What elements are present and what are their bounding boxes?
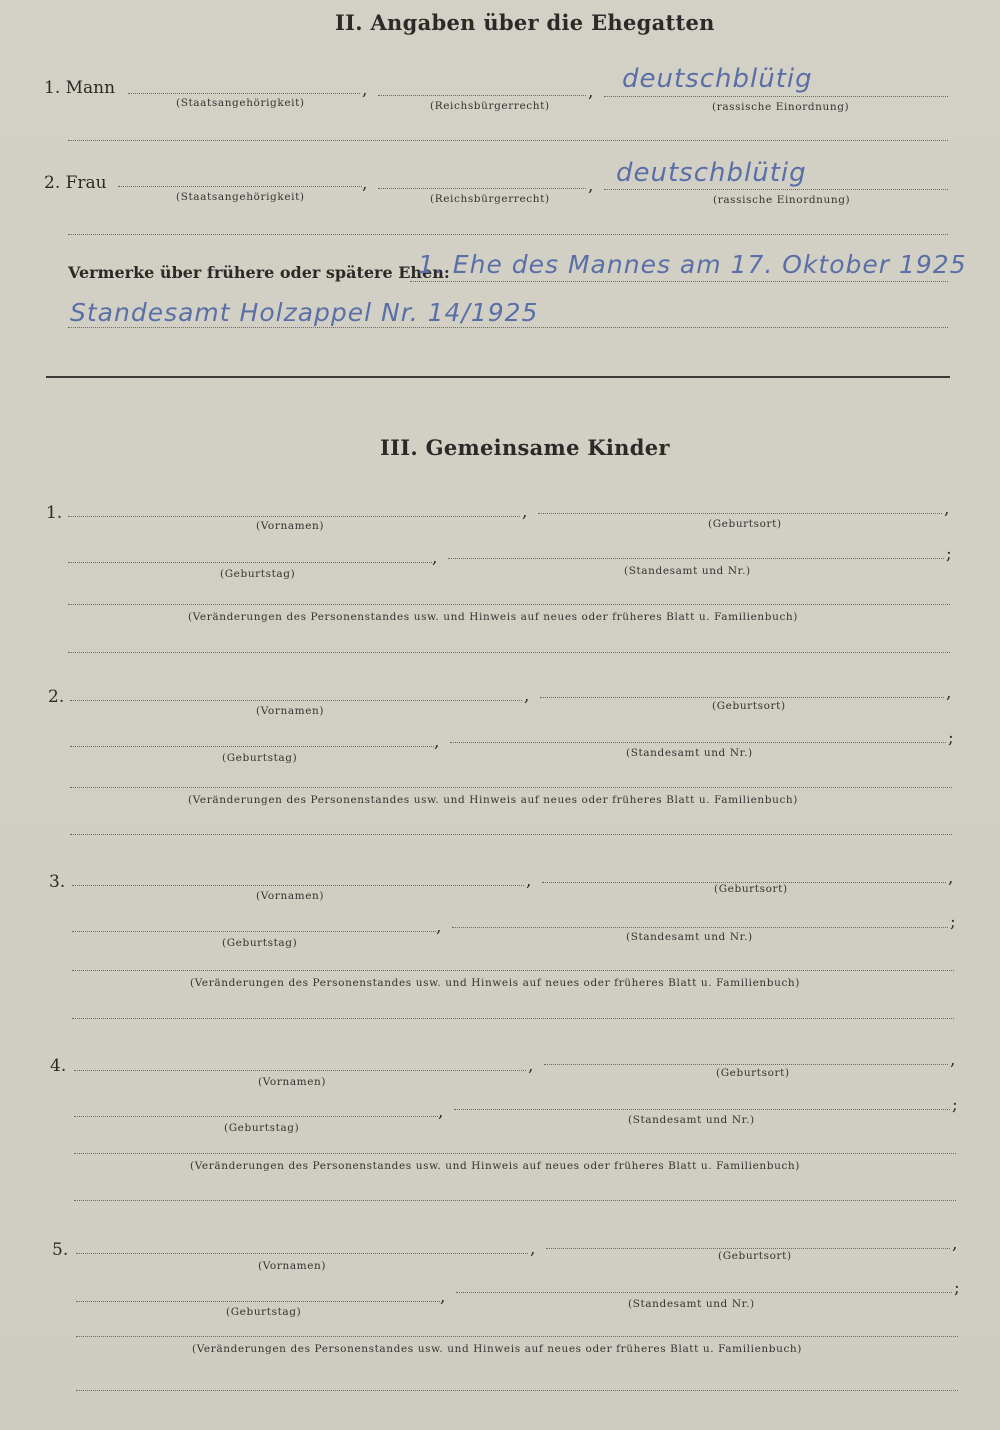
child-registry-field[interactable] [452,927,948,928]
husband-racial-field[interactable] [604,96,948,97]
section3-title: III. Gemeinsame Kinder [380,435,670,460]
child-changes-field-2[interactable] [76,1390,958,1391]
wife-label: 2. Frau [44,173,107,193]
child-birthplace-caption: (Geburtsort) [716,1067,790,1079]
child-birthplace-field[interactable] [544,1064,948,1065]
child-first-names-field[interactable] [76,1253,528,1254]
comma: , [434,732,440,752]
marriage-notes-line2: Standesamt Holzappel Nr. 14/1925 [70,298,539,327]
child-registry-field[interactable] [456,1292,952,1293]
comma: , [530,1239,536,1259]
marriage-notes-field-1[interactable] [410,281,948,282]
child-changes-field-2[interactable] [68,652,950,653]
child-birthday-caption: (Geburtstag) [222,752,298,764]
child-birthplace-caption: (Geburtsort) [718,1250,792,1262]
comma: , [946,683,952,703]
child-changes-field-2[interactable] [74,1200,956,1201]
child-first-names-field[interactable] [68,516,520,517]
comma: , [952,1234,958,1254]
child-number: 1. [46,503,63,523]
semicolon: ; [946,544,952,564]
child-first-names-field[interactable] [72,885,524,886]
husband-extra-line[interactable] [68,140,948,141]
child-birthday-field[interactable] [76,1301,440,1302]
section-divider [46,376,950,378]
semicolon: ; [952,1095,958,1115]
comma: , [528,1056,534,1076]
child-first-names-caption: (Vornamen) [256,705,325,717]
child-registry-field[interactable] [454,1109,950,1110]
child-registry-caption: (Standesamt und Nr.) [624,565,751,577]
child-birthplace-field[interactable] [546,1248,950,1249]
child-birthday-field[interactable] [68,562,432,563]
semicolon: ; [948,728,954,748]
child-changes-caption: (Veränderungen des Personenstandes usw. und Hinweis auf neues oder früheres Blatt u. Familienbuch) [188,794,798,806]
comma: , [588,82,594,102]
comma: , [362,174,368,194]
child-changes-caption: (Veränderungen des Personenstandes usw. und Hinweis auf neues oder früheres Blatt u. Familienbuch) [188,611,798,623]
child-changes-caption: (Veränderungen des Personenstandes usw. und Hinweis auf neues oder früheres Blatt u. Familienbuch) [190,1160,800,1172]
child-birthplace-caption: (Geburtsort) [712,700,786,712]
child-changes-caption: (Veränderungen des Personenstandes usw. und Hinweis auf neues oder früheres Blatt u. Familienbuch) [192,1343,802,1355]
wife-racial-field[interactable] [604,189,948,190]
comma: , [440,1287,446,1307]
comma: , [944,499,950,519]
child-first-names-caption: (Vornamen) [258,1076,327,1088]
wife-nationality-caption: (Staatsangehörigkeit) [176,191,305,203]
comma: , [438,1102,444,1122]
marriage-notes-label: Vermerke über frühere oder spätere Ehen: [68,263,450,282]
child-changes-caption: (Veränderungen des Personenstandes usw. und Hinweis auf neues oder früheres Blatt u. Familienbuch) [190,977,800,989]
husband-racial-caption: (rassische Einordnung) [712,101,850,113]
wife-racial-caption: (rassische Einordnung) [713,194,851,206]
husband-label: 1. Mann [44,78,116,98]
child-registry-caption: (Standesamt und Nr.) [626,931,753,943]
child-registry-caption: (Standesamt und Nr.) [628,1114,755,1126]
child-birthday-field[interactable] [70,746,434,747]
comma: , [588,176,594,196]
comma: , [522,502,528,522]
child-birthplace-caption: (Geburtsort) [708,518,782,530]
comma: , [436,917,442,937]
child-number: 5. [52,1240,69,1260]
wife-nationality-field[interactable] [118,186,362,187]
comma: , [362,80,368,100]
child-changes-field[interactable] [74,1153,956,1154]
child-registry-caption: (Standesamt und Nr.) [628,1298,755,1310]
semicolon: ; [950,912,956,932]
child-birthday-caption: (Geburtstag) [222,937,298,949]
wife-racial-value: deutschblütig [616,158,807,188]
child-registry-field[interactable] [448,558,944,559]
child-birthplace-field[interactable] [540,697,944,698]
child-changes-field[interactable] [70,787,952,788]
comma: , [948,868,954,888]
child-first-names-field[interactable] [70,700,522,701]
semicolon: ; [954,1278,960,1298]
child-first-names-caption: (Vornamen) [258,1260,327,1272]
husband-citizenship-field[interactable] [378,95,586,96]
wife-extra-line[interactable] [68,234,948,235]
section2-title: II. Angaben über die Ehegatten [335,10,715,35]
child-birthday-caption: (Geburtstag) [220,568,296,580]
wife-citizenship-caption: (Reichsbürgerrecht) [430,193,550,205]
child-registry-field[interactable] [450,742,946,743]
child-changes-field[interactable] [72,970,954,971]
comma: , [950,1050,956,1070]
child-birthday-field[interactable] [72,931,436,932]
husband-citizenship-caption: (Reichsbürgerrecht) [430,100,550,112]
comma: , [432,548,438,568]
child-first-names-caption: (Vornamen) [256,890,325,902]
child-first-names-field[interactable] [74,1070,526,1071]
child-number: 4. [50,1056,67,1076]
child-first-names-caption: (Vornamen) [256,520,325,532]
wife-citizenship-field[interactable] [378,188,586,189]
comma: , [526,871,532,891]
child-number: 2. [48,687,65,707]
husband-nationality-caption: (Staatsangehörigkeit) [176,97,305,109]
child-changes-field-2[interactable] [72,1018,954,1019]
child-changes-field-2[interactable] [70,834,952,835]
child-number: 3. [49,872,66,892]
marriage-notes-field-2[interactable] [68,327,948,328]
child-birthday-caption: (Geburtstag) [226,1306,302,1318]
child-changes-field[interactable] [68,604,950,605]
husband-nationality-field[interactable] [128,93,360,94]
comma: , [524,686,530,706]
child-birthplace-caption: (Geburtsort) [714,883,788,895]
child-registry-caption: (Standesamt und Nr.) [626,747,753,759]
child-birthplace-field[interactable] [538,513,942,514]
child-changes-field[interactable] [76,1336,958,1337]
child-birthday-caption: (Geburtstag) [224,1122,300,1134]
marriage-notes-line1: 1. Ehe des Mannes am 17. Oktober 1925 [418,250,967,279]
child-birthday-field[interactable] [74,1116,438,1117]
husband-racial-value: deutschblütig [622,64,813,94]
